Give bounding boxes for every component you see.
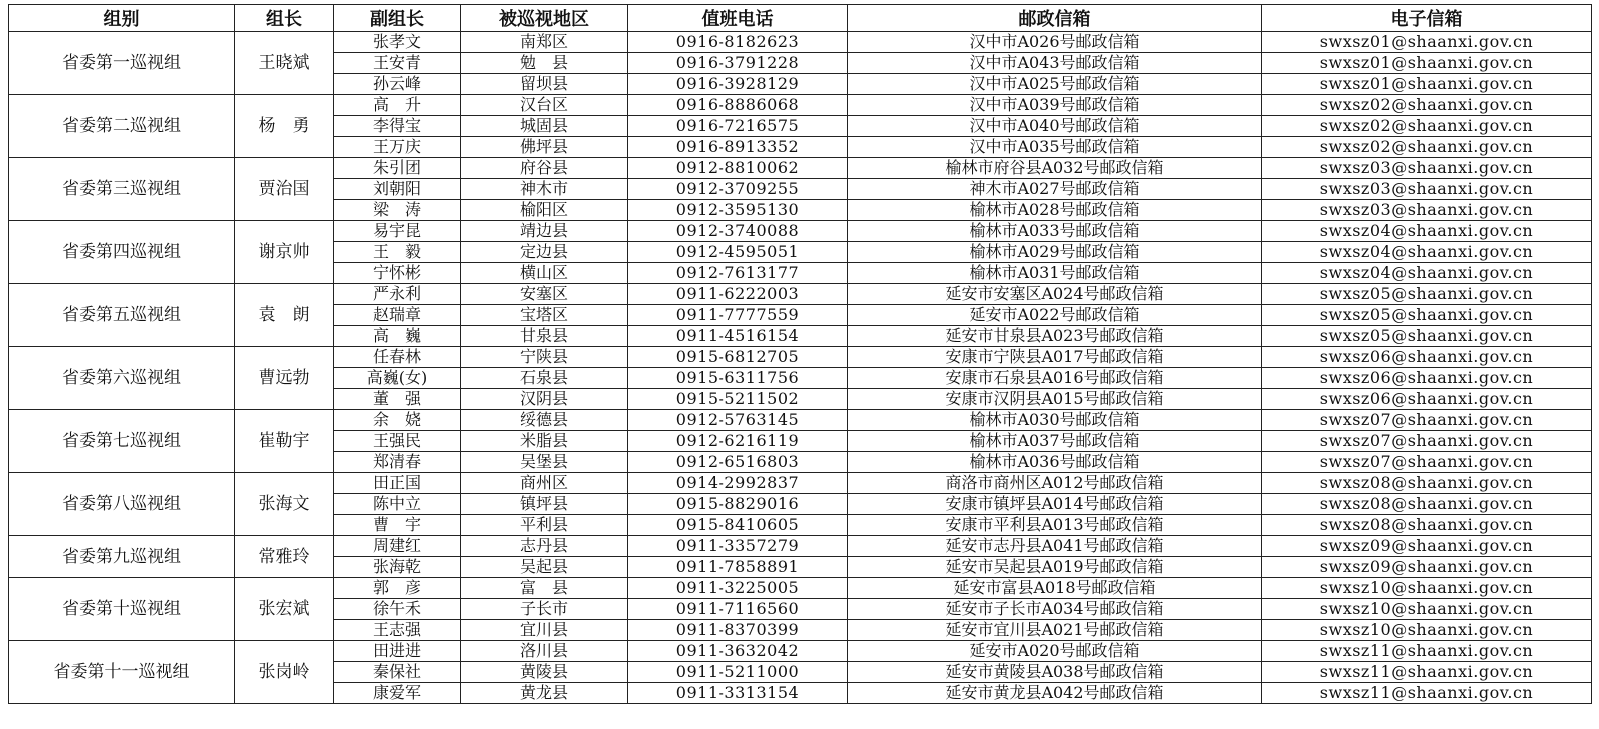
mailbox-cell: 延安市A022号邮政信箱 — [848, 305, 1262, 326]
table-row — [9, 284, 1592, 305]
deputy-cell: 田进进 — [334, 641, 461, 662]
leader-cell: 袁 朗 — [235, 284, 334, 347]
inspection-team-table — [8, 4, 1592, 704]
mailbox-cell: 榆林市A036号邮政信箱 — [848, 452, 1262, 473]
table-row — [9, 578, 1592, 599]
header-area: 被巡视地区 — [461, 5, 628, 32]
deputy-cell: 严永利 — [334, 284, 461, 305]
group-name-cell: 省委第一巡视组 — [9, 32, 235, 95]
mailbox-cell: 延安市吴起县A019号邮政信箱 — [848, 557, 1262, 578]
group-name-cell: 省委第三巡视组 — [9, 158, 235, 221]
email-cell: swxsz04@shaanxi.gov.cn — [1262, 242, 1592, 263]
mailbox-cell: 神木市A027号邮政信箱 — [848, 179, 1262, 200]
deputy-cell: 易宇昆 — [334, 221, 461, 242]
table-header — [9, 5, 1592, 32]
email-cell: swxsz05@shaanxi.gov.cn — [1262, 284, 1592, 305]
table-row — [9, 347, 1592, 368]
email-cell: swxsz03@shaanxi.gov.cn — [1262, 179, 1592, 200]
email-cell: swxsz05@shaanxi.gov.cn — [1262, 326, 1592, 347]
deputy-cell: 宁怀彬 — [334, 263, 461, 284]
email-cell: swxsz07@shaanxi.gov.cn — [1262, 452, 1592, 473]
phone-cell: 0912-3740088 — [628, 221, 848, 242]
deputy-cell: 王强民 — [334, 431, 461, 452]
group-name-cell: 省委第七巡视组 — [9, 410, 235, 473]
group-name-cell: 省委第八巡视组 — [9, 473, 235, 536]
deputy-cell: 张海乾 — [334, 557, 461, 578]
phone-cell: 0915-5211502 — [628, 389, 848, 410]
email-cell: swxsz07@shaanxi.gov.cn — [1262, 431, 1592, 452]
leader-cell: 王晓斌 — [235, 32, 334, 95]
mailbox-cell: 安康市宁陕县A017号邮政信箱 — [848, 347, 1262, 368]
mailbox-cell: 榆林市府谷县A032号邮政信箱 — [848, 158, 1262, 179]
email-cell: swxsz10@shaanxi.gov.cn — [1262, 578, 1592, 599]
area-cell: 汉阴县 — [461, 389, 628, 410]
deputy-cell: 董 强 — [334, 389, 461, 410]
mailbox-cell: 延安市志丹县A041号邮政信箱 — [848, 536, 1262, 557]
mailbox-cell: 安康市平利县A013号邮政信箱 — [848, 515, 1262, 536]
phone-cell: 0912-5763145 — [628, 410, 848, 431]
leader-cell: 杨 勇 — [235, 95, 334, 158]
email-cell: swxsz06@shaanxi.gov.cn — [1262, 347, 1592, 368]
leader-cell: 谢京帅 — [235, 221, 334, 284]
deputy-cell: 田正国 — [334, 473, 461, 494]
phone-cell: 0912-7613177 — [628, 263, 848, 284]
area-cell: 神木市 — [461, 179, 628, 200]
mailbox-cell: 榆林市A030号邮政信箱 — [848, 410, 1262, 431]
email-cell: swxsz06@shaanxi.gov.cn — [1262, 389, 1592, 410]
area-cell: 吴起县 — [461, 557, 628, 578]
email-cell: swxsz02@shaanxi.gov.cn — [1262, 95, 1592, 116]
phone-cell: 0915-8829016 — [628, 494, 848, 515]
area-cell: 黄龙县 — [461, 683, 628, 704]
deputy-cell: 周建红 — [334, 536, 461, 557]
leader-cell: 张宏斌 — [235, 578, 334, 641]
mailbox-cell: 安康市汉阴县A015号邮政信箱 — [848, 389, 1262, 410]
deputy-cell: 康爱军 — [334, 683, 461, 704]
group-name-cell: 省委第十一巡视组 — [9, 641, 235, 704]
table-row — [9, 536, 1592, 557]
email-cell: swxsz11@shaanxi.gov.cn — [1262, 641, 1592, 662]
phone-cell: 0916-7216575 — [628, 116, 848, 137]
email-cell: swxsz09@shaanxi.gov.cn — [1262, 557, 1592, 578]
mailbox-cell: 汉中市A043号邮政信箱 — [848, 53, 1262, 74]
email-cell: swxsz02@shaanxi.gov.cn — [1262, 137, 1592, 158]
mailbox-cell: 延安市安塞区A024号邮政信箱 — [848, 284, 1262, 305]
mailbox-cell: 汉中市A039号邮政信箱 — [848, 95, 1262, 116]
deputy-cell: 高巍(女) — [334, 368, 461, 389]
mailbox-cell: 安康市石泉县A016号邮政信箱 — [848, 368, 1262, 389]
group-name-cell: 省委第二巡视组 — [9, 95, 235, 158]
area-cell: 洛川县 — [461, 641, 628, 662]
area-cell: 子长市 — [461, 599, 628, 620]
area-cell: 镇坪县 — [461, 494, 628, 515]
email-cell: swxsz10@shaanxi.gov.cn — [1262, 599, 1592, 620]
phone-cell: 0911-3632042 — [628, 641, 848, 662]
table-body — [9, 32, 1592, 704]
area-cell: 南郑区 — [461, 32, 628, 53]
group-name-cell: 省委第四巡视组 — [9, 221, 235, 284]
phone-cell: 0915-8410605 — [628, 515, 848, 536]
phone-cell: 0911-5211000 — [628, 662, 848, 683]
email-cell: swxsz05@shaanxi.gov.cn — [1262, 305, 1592, 326]
area-cell: 榆阳区 — [461, 200, 628, 221]
area-cell: 绥德县 — [461, 410, 628, 431]
mailbox-cell: 延安市子长市A034号邮政信箱 — [848, 599, 1262, 620]
deputy-cell: 余 娆 — [334, 410, 461, 431]
table-row — [9, 95, 1592, 116]
phone-cell: 0912-8810062 — [628, 158, 848, 179]
mailbox-cell: 商洛市商州区A012号邮政信箱 — [848, 473, 1262, 494]
email-cell: swxsz01@shaanxi.gov.cn — [1262, 53, 1592, 74]
phone-cell: 0911-6222003 — [628, 284, 848, 305]
mailbox-cell: 延安市甘泉县A023号邮政信箱 — [848, 326, 1262, 347]
area-cell: 汉台区 — [461, 95, 628, 116]
email-cell: swxsz07@shaanxi.gov.cn — [1262, 410, 1592, 431]
mailbox-cell: 延安市黄龙县A042号邮政信箱 — [848, 683, 1262, 704]
mailbox-cell: 榆林市A033号邮政信箱 — [848, 221, 1262, 242]
table-row — [9, 473, 1592, 494]
deputy-cell: 张孝文 — [334, 32, 461, 53]
phone-cell: 0912-6216119 — [628, 431, 848, 452]
phone-cell: 0915-6311756 — [628, 368, 848, 389]
phone-cell: 0912-3595130 — [628, 200, 848, 221]
table-row — [9, 158, 1592, 179]
phone-cell: 0911-4516154 — [628, 326, 848, 347]
email-cell: swxsz04@shaanxi.gov.cn — [1262, 221, 1592, 242]
deputy-cell: 徐午禾 — [334, 599, 461, 620]
deputy-cell: 曹 宇 — [334, 515, 461, 536]
group-name-cell: 省委第九巡视组 — [9, 536, 235, 578]
deputy-cell: 王安青 — [334, 53, 461, 74]
deputy-cell: 王志强 — [334, 620, 461, 641]
area-cell: 宜川县 — [461, 620, 628, 641]
deputy-cell: 高 升 — [334, 95, 461, 116]
phone-cell: 0916-8886068 — [628, 95, 848, 116]
phone-cell: 0916-3928129 — [628, 74, 848, 95]
deputy-cell: 赵瑞章 — [334, 305, 461, 326]
phone-cell: 0911-7777559 — [628, 305, 848, 326]
email-cell: swxsz08@shaanxi.gov.cn — [1262, 515, 1592, 536]
phone-cell: 0911-7116560 — [628, 599, 848, 620]
email-cell: swxsz01@shaanxi.gov.cn — [1262, 32, 1592, 53]
deputy-cell: 任春林 — [334, 347, 461, 368]
area-cell: 府谷县 — [461, 158, 628, 179]
deputy-cell: 孙云峰 — [334, 74, 461, 95]
mailbox-cell: 延安市富县A018号邮政信箱 — [848, 578, 1262, 599]
phone-cell: 0915-6812705 — [628, 347, 848, 368]
area-cell: 黄陵县 — [461, 662, 628, 683]
email-cell: swxsz01@shaanxi.gov.cn — [1262, 74, 1592, 95]
deputy-cell: 郑清春 — [334, 452, 461, 473]
email-cell: swxsz03@shaanxi.gov.cn — [1262, 158, 1592, 179]
phone-cell: 0911-3225005 — [628, 578, 848, 599]
header-email: 电子信箱 — [1262, 5, 1592, 32]
area-cell: 米脂县 — [461, 431, 628, 452]
area-cell: 吴堡县 — [461, 452, 628, 473]
deputy-cell: 高 巍 — [334, 326, 461, 347]
deputy-cell: 李得宝 — [334, 116, 461, 137]
email-cell: swxsz04@shaanxi.gov.cn — [1262, 263, 1592, 284]
phone-cell: 0916-8182623 — [628, 32, 848, 53]
phone-cell: 0916-3791228 — [628, 53, 848, 74]
email-cell: swxsz10@shaanxi.gov.cn — [1262, 620, 1592, 641]
header-row — [9, 5, 1592, 32]
email-cell: swxsz08@shaanxi.gov.cn — [1262, 473, 1592, 494]
deputy-cell: 王 毅 — [334, 242, 461, 263]
phone-cell: 0912-6516803 — [628, 452, 848, 473]
header-mailbox: 邮政信箱 — [848, 5, 1262, 32]
phone-cell: 0912-3709255 — [628, 179, 848, 200]
area-cell: 横山区 — [461, 263, 628, 284]
area-cell: 商州区 — [461, 473, 628, 494]
mailbox-cell: 延安市A020号邮政信箱 — [848, 641, 1262, 662]
area-cell: 佛坪县 — [461, 137, 628, 158]
mailbox-cell: 汉中市A035号邮政信箱 — [848, 137, 1262, 158]
deputy-cell: 陈中立 — [334, 494, 461, 515]
phone-cell: 0911-3313154 — [628, 683, 848, 704]
leader-cell: 曹远勃 — [235, 347, 334, 410]
mailbox-cell: 汉中市A026号邮政信箱 — [848, 32, 1262, 53]
email-cell: swxsz11@shaanxi.gov.cn — [1262, 662, 1592, 683]
email-cell: swxsz02@shaanxi.gov.cn — [1262, 116, 1592, 137]
phone-cell: 0911-8370399 — [628, 620, 848, 641]
table-row — [9, 32, 1592, 53]
mailbox-cell: 延安市宜川县A021号邮政信箱 — [848, 620, 1262, 641]
mailbox-cell: 安康市镇坪县A014号邮政信箱 — [848, 494, 1262, 515]
area-cell: 城固县 — [461, 116, 628, 137]
header-leader: 组长 — [235, 5, 334, 32]
mailbox-cell: 延安市黄陵县A038号邮政信箱 — [848, 662, 1262, 683]
leader-cell: 贾治国 — [235, 158, 334, 221]
area-cell: 宁陕县 — [461, 347, 628, 368]
deputy-cell: 刘朝阳 — [334, 179, 461, 200]
area-cell: 石泉县 — [461, 368, 628, 389]
group-name-cell: 省委第十巡视组 — [9, 578, 235, 641]
table-row — [9, 641, 1592, 662]
header-deputy: 副组长 — [334, 5, 461, 32]
mailbox-cell: 榆林市A037号邮政信箱 — [848, 431, 1262, 452]
group-name-cell: 省委第六巡视组 — [9, 347, 235, 410]
phone-cell: 0914-2992837 — [628, 473, 848, 494]
table-row — [9, 410, 1592, 431]
area-cell: 定边县 — [461, 242, 628, 263]
header-phone: 值班电话 — [628, 5, 848, 32]
phone-cell: 0916-8913352 — [628, 137, 848, 158]
area-cell: 留坝县 — [461, 74, 628, 95]
leader-cell: 张海文 — [235, 473, 334, 536]
mailbox-cell: 榆林市A028号邮政信箱 — [848, 200, 1262, 221]
area-cell: 宝塔区 — [461, 305, 628, 326]
mailbox-cell: 榆林市A029号邮政信箱 — [848, 242, 1262, 263]
email-cell: swxsz03@shaanxi.gov.cn — [1262, 200, 1592, 221]
email-cell: swxsz11@shaanxi.gov.cn — [1262, 683, 1592, 704]
mailbox-cell: 汉中市A040号邮政信箱 — [848, 116, 1262, 137]
leader-cell: 张岗岭 — [235, 641, 334, 704]
deputy-cell: 王万庆 — [334, 137, 461, 158]
phone-cell: 0911-3357279 — [628, 536, 848, 557]
phone-cell: 0912-4595051 — [628, 242, 848, 263]
deputy-cell: 梁 涛 — [334, 200, 461, 221]
leader-cell: 常雅玲 — [235, 536, 334, 578]
area-cell: 志丹县 — [461, 536, 628, 557]
area-cell: 靖边县 — [461, 221, 628, 242]
deputy-cell: 郭 彦 — [334, 578, 461, 599]
header-group: 组别 — [9, 5, 235, 32]
mailbox-cell: 榆林市A031号邮政信箱 — [848, 263, 1262, 284]
table-row — [9, 221, 1592, 242]
mailbox-cell: 汉中市A025号邮政信箱 — [848, 74, 1262, 95]
deputy-cell: 朱引团 — [334, 158, 461, 179]
area-cell: 勉 县 — [461, 53, 628, 74]
email-cell: swxsz08@shaanxi.gov.cn — [1262, 494, 1592, 515]
leader-cell: 崔勒宇 — [235, 410, 334, 473]
area-cell: 富 县 — [461, 578, 628, 599]
email-cell: swxsz09@shaanxi.gov.cn — [1262, 536, 1592, 557]
group-name-cell: 省委第五巡视组 — [9, 284, 235, 347]
area-cell: 安塞区 — [461, 284, 628, 305]
phone-cell: 0911-7858891 — [628, 557, 848, 578]
area-cell: 平利县 — [461, 515, 628, 536]
email-cell: swxsz06@shaanxi.gov.cn — [1262, 368, 1592, 389]
area-cell: 甘泉县 — [461, 326, 628, 347]
deputy-cell: 秦保社 — [334, 662, 461, 683]
